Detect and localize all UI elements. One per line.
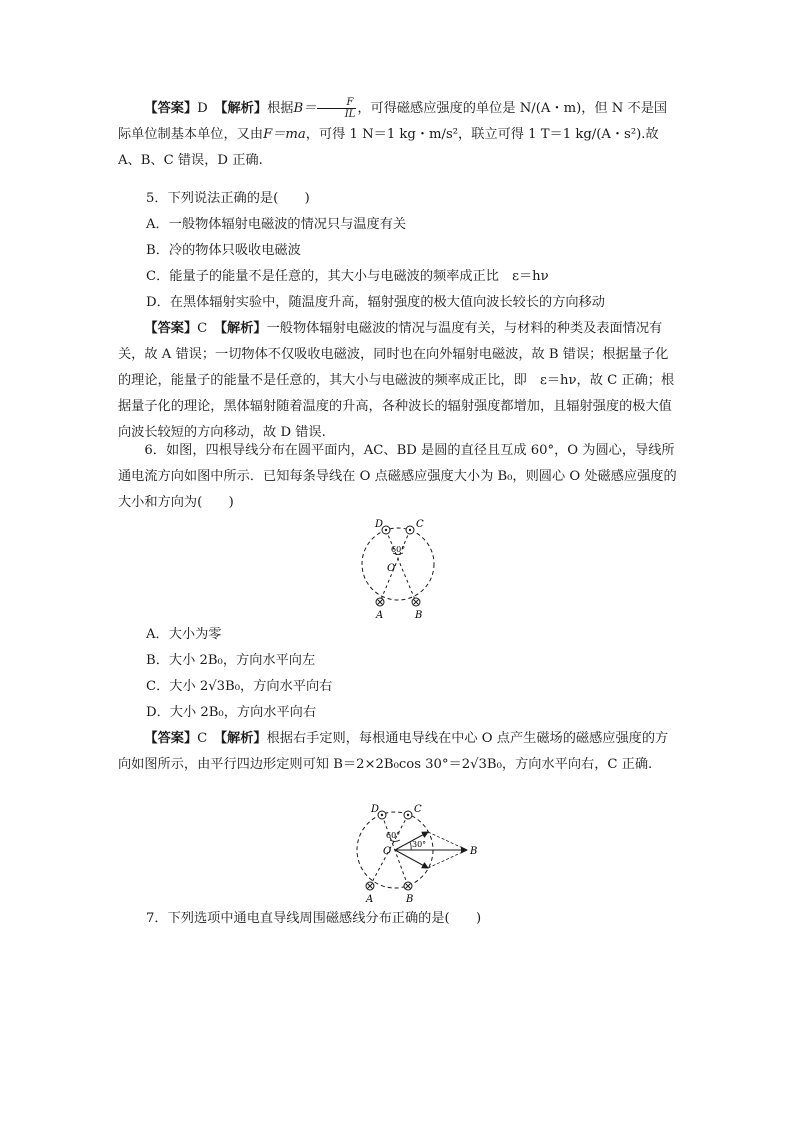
- figure-wire-circle: [358, 512, 438, 622]
- q4-answer-paragraph: [118, 96, 678, 174]
- wire-d-out-icon: [382, 526, 390, 534]
- answer-label: 【答案】: [144, 101, 198, 116]
- figure-circle: [362, 528, 434, 600]
- label-c: C: [414, 804, 422, 815]
- q6-option-a: A．大小为零: [146, 627, 222, 642]
- label-a: A: [376, 610, 384, 621]
- wire-a-in-icon: [366, 882, 374, 890]
- label-c: C: [416, 519, 424, 530]
- answer-letter: C: [197, 321, 208, 336]
- q5-option-d: D．在黑体辐射实验中，随温度升高，辐射强度的极大值向波长较长的方向移动: [146, 295, 605, 310]
- analysis-text: 一般物体辐射电磁波的情况与温度有关，与材料的种类及表面情况有关，故 A 错误；一切物体不仅吸收电磁波，同时也在向外辐射电磁波，故 B 错误；根据量子化的理论，能量子的能量不是任意的，其大小与电磁波的频率成正比，即 ε＝hν，故 C 正确；根据量子化的理论，黑体辐射随着温度的升高，各种波长的辐射强度都增加，且辐射强度的极大值向波长较短的方向移动，故 D 错误.: [118, 321, 675, 440]
- analysis-text: 根据: [267, 101, 294, 116]
- answer-label: 【答案】: [144, 731, 198, 746]
- analysis-text: ，可得磁感应强度的单位是 N/(A・m)，但 N 不是国际单位制基本单位，又由: [118, 101, 668, 142]
- q6-option-c: C．大小 2√3B₀，方向水平向右: [146, 679, 333, 694]
- q5-answer-paragraph: [118, 316, 678, 446]
- figure-field-vectors: [340, 800, 490, 908]
- q5-stem: 5．下列说法正确的是( ): [146, 191, 310, 206]
- wire-b-in-icon: [412, 598, 420, 606]
- analysis-label: 【解析】: [220, 101, 268, 116]
- label-o: O: [383, 846, 392, 857]
- wire-d-out-icon: [378, 811, 386, 819]
- equation: B＝: [293, 101, 317, 116]
- q6-option-d: D．大小 2B₀，方向水平向右: [146, 705, 317, 720]
- wire-c-out-icon: [406, 526, 414, 534]
- analysis-label: 【解析】: [220, 321, 267, 336]
- label-d: D: [371, 804, 380, 815]
- label-angle: 60°: [391, 545, 406, 554]
- analysis-text: ，可得 1 N＝1 kg・m/s²，联立可得 1 T＝1 kg/(A・s²).故 A、B、C 错误，D 正确.: [118, 127, 659, 168]
- q5-option-a: A．一般物体辐射电磁波的情况只与温度有关: [146, 217, 407, 232]
- equation: F＝ma: [263, 127, 306, 142]
- label-o: O: [387, 563, 396, 574]
- field-vector-lower: [395, 850, 428, 868]
- answer-letter: C: [197, 731, 208, 746]
- q5-option-c: C．能量子的能量不是任意的，其大小与电磁波的频率成正比 ε＝hν: [146, 269, 549, 284]
- label-a: A: [366, 894, 374, 905]
- label-b-field: B: [470, 846, 478, 857]
- label-b: B: [415, 610, 423, 621]
- q6-stem: 6．如图，四根导线分布在圆平面内，AC、BD 是圆的直径且互成 60°，O 为圆心，导线所通电流方向如图中所示．已知每条导线在 O 点磁感应强度大小为 B₀，则圆心 O 处磁感应强度的大小和方向为( ): [118, 443, 677, 510]
- parallelogram-edge-lower: [428, 850, 467, 868]
- label-d: D: [375, 519, 384, 530]
- angle-arc-30: [410, 842, 411, 850]
- wire-b-in-icon: [404, 882, 412, 890]
- parallelogram-edge-upper: [428, 832, 467, 850]
- q6-answer-paragraph: [118, 726, 678, 778]
- analysis-text: 根据右手定则，每根通电导线在中心 O 点产生磁场的磁感应强度的方向如图所示，由平行四边形定则可知 B＝2×2B₀cos 30°＝2√3B₀，方向水平向右，C 正确.: [118, 731, 669, 772]
- fraction: [317, 97, 356, 120]
- fraction-denominator: IL: [344, 109, 356, 120]
- q5-option-b: B．冷的物体只吸收电磁波: [146, 243, 301, 258]
- label-b: B: [406, 894, 414, 905]
- answer-letter: D: [197, 101, 208, 116]
- q6-option-b: B．大小 2B₀，方向水平向左: [146, 653, 316, 668]
- label-angle-60: 60°: [386, 831, 401, 840]
- fraction-numerator: F: [317, 97, 356, 109]
- analysis-label: 【解析】: [220, 731, 267, 746]
- label-angle-30: 30°: [412, 840, 427, 849]
- wire-c-out-icon: [404, 811, 412, 819]
- wire-a-in-icon: [376, 598, 384, 606]
- answer-label: 【答案】: [144, 321, 198, 336]
- q7-stem: 7．下列选项中通电直导线周围磁感线分布正确的是( ): [146, 911, 482, 926]
